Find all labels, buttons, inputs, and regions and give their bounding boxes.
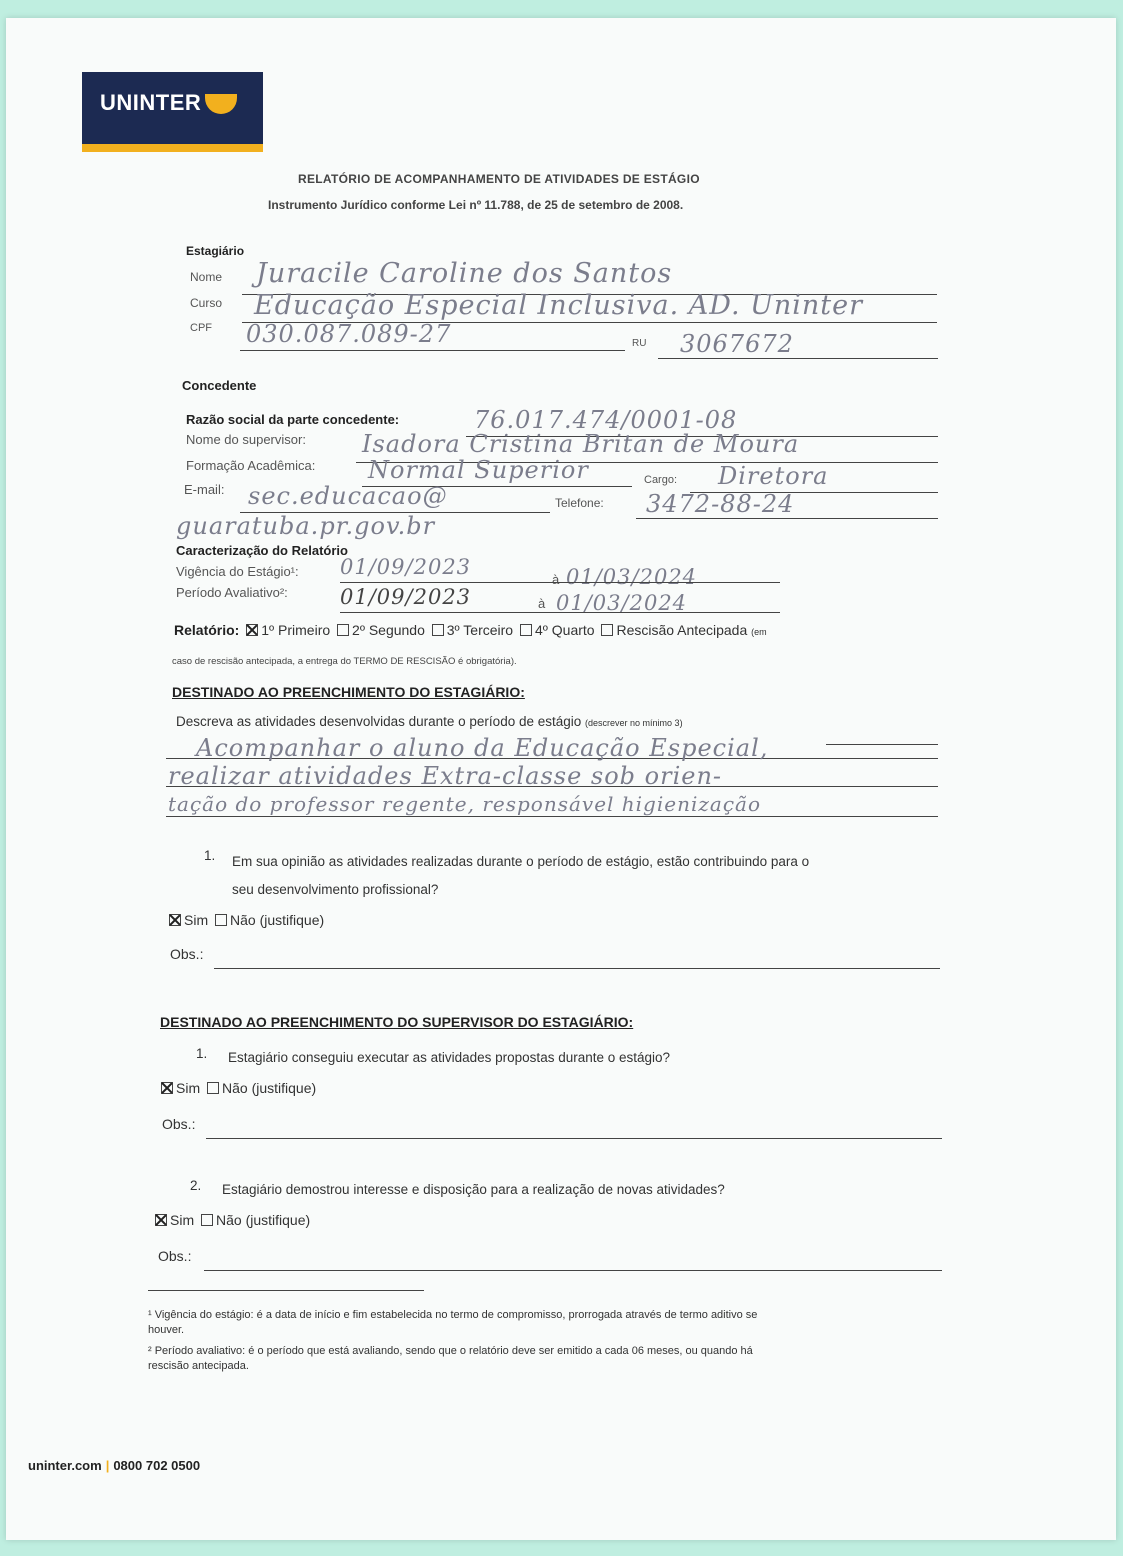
- vigencia-line: [340, 582, 780, 583]
- vigencia-label: Vigência do Estágio¹:: [176, 564, 299, 579]
- cpf-value: 030.087.089-27: [246, 320, 452, 348]
- est-q1-nao-label: Não (justifique): [230, 912, 325, 928]
- telefone-line: [636, 518, 938, 519]
- sup-q2-nao-label: Não (justifique): [216, 1212, 311, 1228]
- uninter-logo: [82, 72, 263, 152]
- sup-q1-nao-label: Não (justifique): [222, 1080, 317, 1096]
- nome-label: Nome: [190, 270, 223, 284]
- cargo-label: Cargo:: [644, 474, 678, 486]
- footnote-1-line-1: ¹ Vigência do estágio: é a data de início e fim estabelecida no termo de compromisso, prorrogada através de termo aditivo se: [148, 1309, 758, 1321]
- footnote-separator: [148, 1290, 424, 1291]
- curso-label: Curso: [190, 296, 223, 310]
- supervisor-section-heading: DESTINADO AO PREENCHIMENTO DO SUPERVISOR DO ESTAGIÁRIO:: [160, 1014, 634, 1030]
- sup-q1-nao-checkbox[interactable]: [207, 1082, 219, 1094]
- footnote-2-line-2: rescisão antecipada.: [148, 1360, 249, 1372]
- est-obs-line: [214, 968, 940, 969]
- sup-q2-sim-label: Sim: [170, 1212, 195, 1228]
- concedente-heading: Concedente: [182, 378, 257, 393]
- caracterizacao-heading: Caracterização do Relatório: [176, 543, 348, 558]
- razao-label: Razão social da parte concedente:: [186, 412, 400, 427]
- descricao-prompt-note: (descrever no mínimo 3): [585, 718, 683, 728]
- vigencia-a: à: [552, 572, 560, 587]
- email-value: sec.educacao@: [248, 482, 448, 510]
- ru-label: RU: [632, 338, 647, 349]
- document-subtitle: Instrumento Jurídico conforme Lei nº 11.788, de 25 de setembro de 2008.: [268, 198, 684, 212]
- cpf-label: CPF: [190, 322, 212, 334]
- sup-q2-nao-checkbox[interactable]: [201, 1214, 213, 1226]
- sup-q2-text: Estagiário demostrou interesse e disposição para a realização de novas atividades?: [222, 1182, 725, 1197]
- footer-site: uninter.com: [28, 1458, 102, 1473]
- ru-line: [658, 358, 938, 359]
- sup-q2-obs-line: [204, 1270, 942, 1271]
- relatorio-label: Relatório:: [174, 622, 240, 638]
- cpf-line: [240, 350, 625, 351]
- sup-q1-options: [158, 1080, 316, 1096]
- document-title: RELATÓRIO DE ACOMPANHAMENTO DE ATIVIDADES DE ESTÁGIO: [298, 172, 700, 186]
- sup-q2-options: [152, 1212, 310, 1228]
- sup-q1-obs-line: [206, 1138, 942, 1139]
- est-q1-line1: Em sua opinião as atividades realizadas durante o período de estágio, estão contribuindo para o: [232, 854, 810, 869]
- est-q1-nao-checkbox[interactable]: [215, 914, 227, 926]
- checkbox-primeiro[interactable]: [246, 624, 258, 636]
- vigencia-inicio: 01/09/2023: [340, 555, 472, 579]
- sup-q1-obs-label: Obs.:: [162, 1116, 196, 1132]
- descricao-prompt-text: Descreva as atividades desenvolvidas durante o período de estágio: [176, 714, 582, 729]
- estagiario-section-heading: DESTINADO AO PREENCHIMENTO DO ESTAGIÁRIO:: [172, 684, 525, 700]
- footer-phone: 0800 702 0500: [113, 1458, 201, 1473]
- formacao-value: Normal Superior: [368, 456, 589, 484]
- cargo-value: Diretora: [718, 462, 829, 490]
- opt-rescisao: Rescisão Antecipada: [616, 622, 748, 638]
- footnote-1-line-2: houver.: [148, 1324, 185, 1336]
- footnote-2: [148, 1344, 753, 1374]
- supervisor-value: Isadora Cristina Britan de Moura: [362, 430, 800, 458]
- sup-q2-number: 2.: [190, 1178, 202, 1193]
- nome-value: Juracile Caroline dos Santos: [256, 258, 673, 289]
- est-q1-sim-checkbox[interactable]: [169, 914, 181, 926]
- estagiario-heading: Estagiário: [186, 244, 245, 258]
- est-q1-sim-label: Sim: [184, 912, 209, 928]
- sup-q2-obs-label: Obs.:: [158, 1248, 192, 1264]
- descricao-line-3: [166, 816, 938, 817]
- sup-q1-sim-checkbox[interactable]: [161, 1082, 173, 1094]
- est-q1-line2: seu desenvolvimento profissional?: [232, 882, 439, 897]
- checkbox-rescisao[interactable]: [601, 624, 613, 636]
- est-q1-options: [166, 912, 324, 928]
- est-obs-label: Obs.:: [170, 946, 204, 962]
- curso-value: Educação Especial Inclusiva. AD. Uninter: [254, 290, 864, 321]
- vigencia-fim: 01/03/2024: [566, 565, 698, 589]
- opt-terceiro: 3º Terceiro: [446, 622, 514, 638]
- ru-value: 3067672: [680, 330, 794, 358]
- opt-segundo: 2º Segundo: [352, 622, 425, 638]
- checkbox-quarto[interactable]: [520, 624, 532, 636]
- relatorio-row: [174, 622, 767, 638]
- opt-primeiro: 1º Primeiro: [261, 622, 331, 638]
- descricao-answer-2: realizar atividades Extra-classe sob orien-: [168, 762, 723, 790]
- sup-q2-sim-checkbox[interactable]: [155, 1214, 167, 1226]
- opt-rescisao-note: (em: [751, 627, 767, 637]
- periodo-line: [340, 612, 780, 613]
- email-value-continued: guaratuba.pr.gov.br: [176, 512, 436, 540]
- periodo-a: à: [538, 596, 546, 611]
- supervisor-label: Nome do supervisor:: [186, 432, 306, 447]
- footnote-1: [148, 1308, 757, 1338]
- sup-q1-text: Estagiário conseguiu executar as atividades propostas durante o estágio?: [228, 1050, 671, 1065]
- footnote-2-line-1: ² Período avaliativo: é o período que está avaliando, sendo que o relatório deve ser emitido a cada 06 meses, ou quando há: [148, 1345, 753, 1357]
- telefone-value: 3472-88-24: [646, 490, 795, 518]
- descricao-prompt: [176, 714, 683, 729]
- footer-separator: |: [105, 1458, 110, 1473]
- formacao-label: Formação Acadêmica:: [186, 458, 316, 473]
- checkbox-segundo[interactable]: [337, 624, 349, 636]
- razao-value: 76.017.474/0001-08: [474, 406, 738, 434]
- checkbox-terceiro[interactable]: [432, 624, 444, 636]
- relatorio-note: caso de rescisão antecipada, a entrega do TERMO DE RESCISÃO é obrigatória).: [172, 656, 517, 667]
- logo-text: UNINTER: [100, 90, 202, 115]
- sup-q1-number: 1.: [196, 1046, 208, 1061]
- periodo-fim: 01/03/2024: [556, 591, 688, 615]
- descricao-answer-3: tação do professor regente, responsável higienização: [168, 792, 761, 816]
- sup-q1-sim-label: Sim: [176, 1080, 201, 1096]
- telefone-label: Telefone:: [555, 496, 604, 510]
- periodo-label: Período Avaliativo²:: [176, 585, 288, 600]
- email-label: E-mail:: [184, 482, 225, 497]
- opt-quarto: 4º Quarto: [535, 622, 595, 638]
- page-footer: [28, 1458, 200, 1473]
- est-q1-number: 1.: [204, 848, 216, 863]
- descricao-answer-1: Acompanhar o aluno da Educação Especial,: [196, 734, 769, 762]
- periodo-inicio: 01/09/2023: [340, 585, 472, 609]
- descricao-line-0: [826, 744, 938, 745]
